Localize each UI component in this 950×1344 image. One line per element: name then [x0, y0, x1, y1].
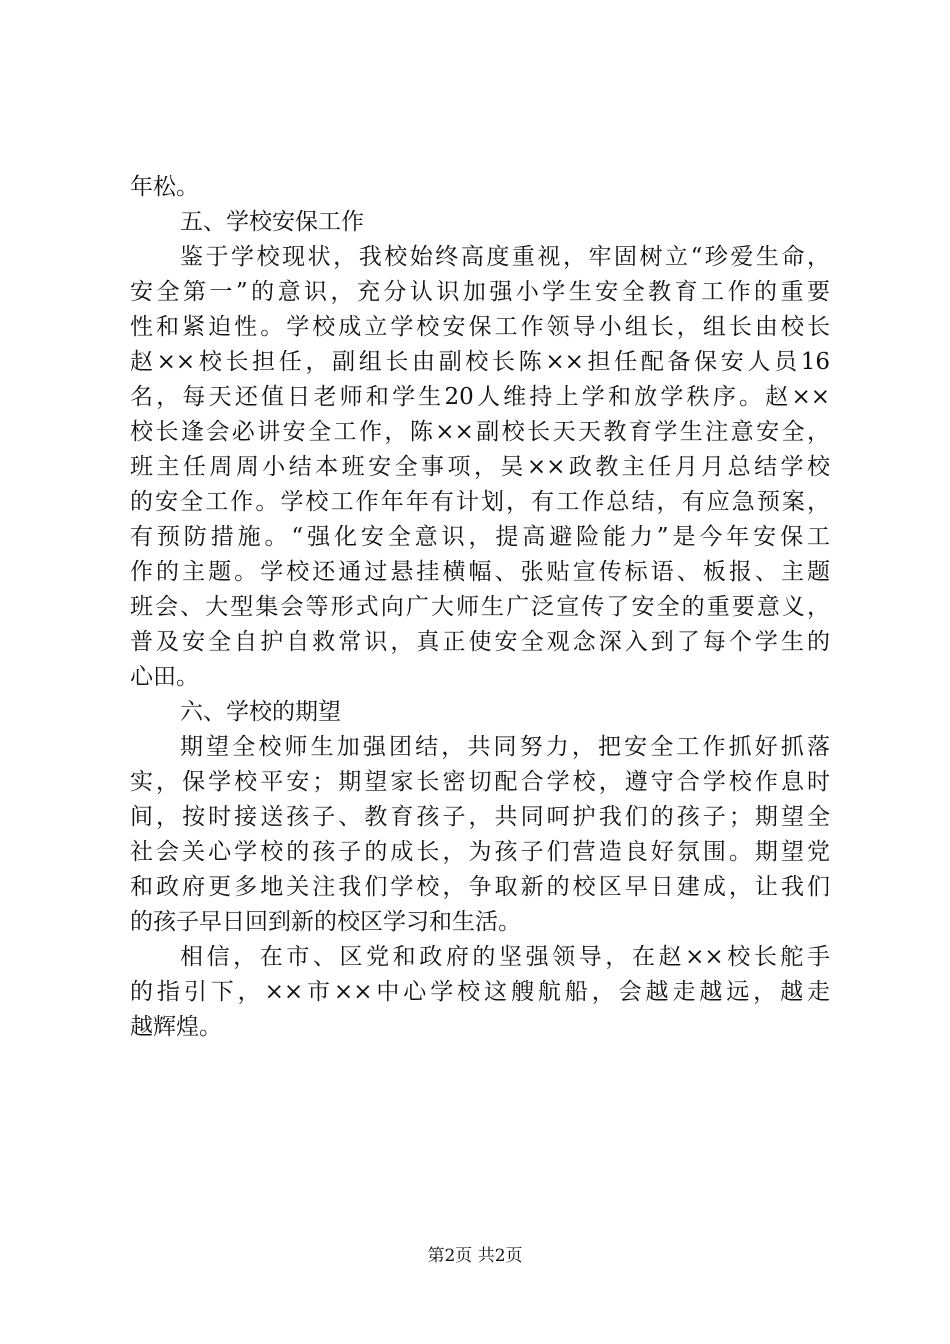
text-line: 安全第一”的意识，充分认识加强小学生安全教育工作的重要 [130, 279, 830, 305]
page-number-label: 第2页 共2页 [427, 1246, 523, 1266]
document-body [130, 170, 830, 1045]
text-line: 鉴于学校现状，我校始终高度重视，牢固树立“珍爱生命， [180, 244, 830, 270]
text-line: 相信，在市、区党和政府的坚强领导，在赵××校长舵手 [180, 944, 830, 970]
text-line: 班会、大型集会等形式向广大师生广泛宣传了安全的重要意义， [130, 594, 830, 620]
text-line: 的安全工作。学校工作年年有计划，有工作总结，有应急预案， [130, 489, 830, 515]
text-line: 赵××校长担任，副组长由副校长陈××担任配备保安人员16 [130, 349, 830, 375]
text-line: 作的主题。学校还通过悬挂横幅、张贴宣传标语、板报、主题 [130, 559, 830, 585]
text-line: 校长逢会必讲安全工作，陈××副校长天天教育学生注意安全， [130, 419, 830, 445]
text-line: 越辉煌。 [130, 1014, 222, 1040]
text-line: 名，每天还值日老师和学生20人维持上学和放学秩序。赵×× [130, 384, 830, 410]
text-line: 的指引下，××市××中心学校这艘航船，会越走越远，越走 [130, 979, 830, 1005]
text-line: 普及安全自护自救常识，真正使安全观念深入到了每个学生的 [130, 629, 830, 655]
text-line: 社会关心学校的孩子的成长，为孩子们营造良好氛围。期望党 [130, 839, 830, 865]
page-footer [0, 1244, 950, 1268]
text-line: 的孩子早日回到新的校区学习和生活。 [130, 909, 521, 935]
text-line: 实，保学校平安；期望家长密切配合学校，遵守合学校作息时 [130, 769, 830, 795]
text-line: 班主任周周小结本班安全事项，吴××政教主任月月总结学校 [130, 454, 830, 480]
section-heading-school-expectations: 六、学校的期望 [180, 699, 341, 725]
text-line: 和政府更多地关注我们学校，争取新的校区早日建成，让我们 [130, 874, 830, 900]
text-line: 有预防措施。“强化安全意识，提高避险能力”是今年安保工 [130, 524, 830, 550]
text-line: 年松。 [130, 174, 199, 200]
section-heading-school-security: 五、学校安保工作 [180, 209, 364, 235]
text-line: 期望全校师生加强团结，共同努力，把安全工作抓好抓落 [180, 734, 830, 760]
text-line: 间，按时接送孩子、教育孩子，共同呵护我们的孩子；期望全 [130, 804, 830, 830]
text-line: 心田。 [130, 664, 199, 690]
text-line: 性和紧迫性。学校成立学校安保工作领导小组长，组长由校长 [130, 314, 830, 340]
